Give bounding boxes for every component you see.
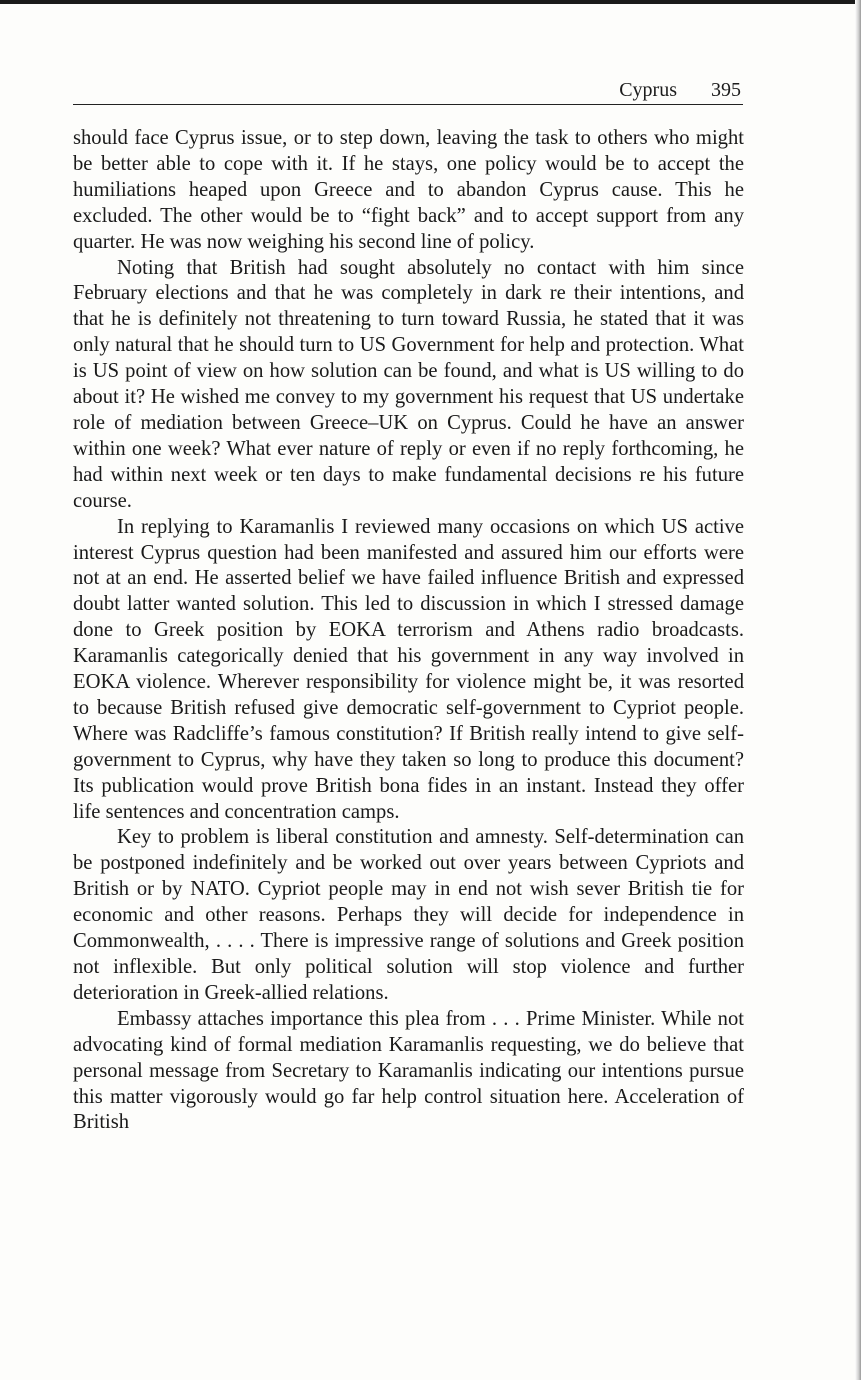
body-text — [73, 126, 744, 1136]
page-top-edge — [0, 0, 861, 4]
paragraph: Embassy attaches importance this plea from . . . Prime Minister. While not advocating kind of formal mediation Karamanlis requesting, we do believe that personal message from Secretary to Karamanlis indicating our intentions pursue this matter vigorously would go far help control situation here. Acceleration of British — [73, 1007, 744, 1134]
paragraph: Key to problem is liberal constitution and amnesty. Self-determination can be postponed indefinitely and be worked out over years between Cypriots and British or by NATO. Cypriot people may in end not wish sever British tie for economic and other reasons. Perhaps they will decide for independence in Commonwealth, . . . . There is impressive range of solutions and Greek position not inflexible. But only political solution will stop violence and further deterioration in Greek-allied relations. — [73, 826, 744, 1004]
paragraph: In replying to Karamanlis I reviewed many occasions on which US active interest Cyprus question had been manifested and assured him our efforts were not at an end. He asserted belief we have failed influence British and expressed doubt latter wanted solution. This led to discussion in which I stressed damage done to Greek position by EOKA terrorism and Athens radio broadcasts. Karamanlis categorically denied that his government in any way involved in EOKA violence. Wherever responsibility for violence might be, it was resorted to because British refused give democratic self-government to Cypriot people. Where was Radcliffe’s famous constitution? If British really intend to give self-government to Cyprus, why have they taken so long to produce this document? Its publication would prove British bona fides in an instant. Instead they offer life sentences and concentration camps. — [73, 515, 744, 823]
running-title: Cyprus — [619, 79, 677, 101]
page-binding-edge — [855, 0, 861, 1380]
paragraph: Noting that British had sought absolutely no contact with him since February elections and that he was completely in dark re their intentions, and that he is definitely not threatening to turn toward Russia, he stated that it was only natural that he should turn to US Government for help and protection. What is US point of view on how solution can be found, and what is US willing to do about it? He wished me convey to my government his request that US undertake role of mediation between Greece–UK on Cyprus. Could he have an answer within one week? What ever nature of reply or even if no reply forthcoming, he had within next week or ten days to make fundamental decisions re his future course. — [73, 256, 744, 512]
paragraph-continued: should face Cyprus issue, or to step down, leaving the task to others who might be better able to cope with it. If he stays, one policy would be to accept the humiliations heaped upon Greece and to abandon Cyprus cause. This he excluded. The other would be to “fight back” and to accept support from any quarter. He was now weighing his second line of policy. — [73, 127, 744, 253]
page-number: 395 — [711, 79, 741, 101]
running-head — [73, 78, 743, 105]
